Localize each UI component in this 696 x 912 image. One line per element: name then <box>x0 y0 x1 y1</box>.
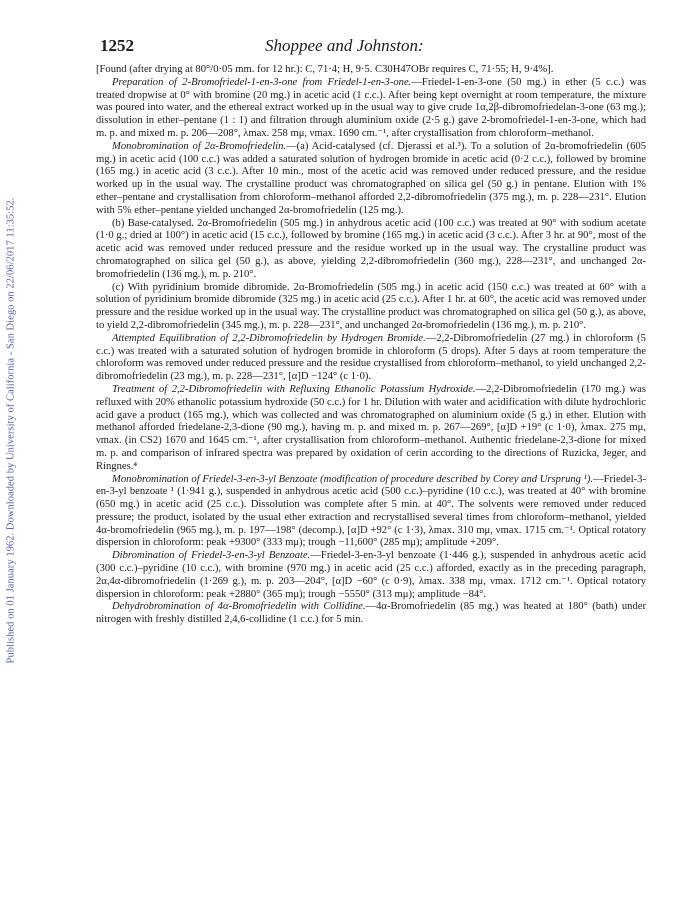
download-notice-text: Published on 01 January 1962. Downloaded by University of California - San Diego on 22/06/2017 11:35:52. <box>5 197 17 663</box>
paragraph-lead: Treatment of 2,2-Dibromofriedelin with Refluxing Ethanolic Potassium Hydroxide. <box>112 383 476 395</box>
article-body <box>96 64 646 627</box>
paragraph <box>96 474 646 551</box>
paragraph-text: —2,2-Dibromofriedelin (27 mg.) in chloroform (5 c.c.) was treated with a saturated solution of hydrogen bromide in chloroform (5 drops). After 5 days at room temperature the chloroform was removed under reduced pressure and the residue crystallised from chloroform–methanol, to yield unchanged 2,2-dibromofriedelin (23 mg.), m. p. 228—231°, [α]D −124° (c 1·0). <box>96 332 646 383</box>
paragraph <box>96 282 646 333</box>
paragraph-text: —Friedel-3-en-3-yl benzoate (1·446 g.), suspended in anhydrous acetic acid (300 c.c.)–pyridine (10 c.c.), with bromine (970 mg.) in acetic acid (25 c.c.) afforded, exactly as in the preceding paragraph, 2α,4α-dibromofriedelin (1·269 g.), m. p. 203—204°, [α]D −60° (c 0·9), λmax. 338 mμ, νmax. 1712 cm.⁻¹. Optical rotatory dispersion in chloroform: peak +2880° (365 mμ); trough −5550° (313 mμ); amplitude −84°. <box>96 550 647 600</box>
download-notice-sidebar <box>0 40 22 820</box>
paragraph-text: (b) Base-catalysed. 2α-Bromofriedelin (505 mg.) in anhydrous acetic acid (100 c.c.) was treated at 90° with sodium acetate (1·0 g.; dried at 100°) in acetic acid (15 c.c.), followed by bromine (165 mg.) in acetic acid (3 c.c.). After 3 hr. at 90°, most of the acetic acid was removed under reduced pressure and the residue worked up in the usual way. The crystalline product was chromatographed on silica gel (50 g.), as above, yielding 2,2-dibromofriedelin (360 mg.), 228—231°, and unchanged 2α-bromofriedelin (136 mg.), m. p. 210°. <box>96 217 646 280</box>
paragraph-lead: Monobromination of Friedel-3-en-3-yl Benzoate (modification of procedure described by Corey and Ursprung ¹). <box>112 473 594 485</box>
paragraph-lead: Preparation of 2-Bromofriedel-1-en-3-one from Friedel-1-en-3-one. <box>112 76 412 88</box>
running-title: Shoppee and Johnston: <box>265 36 424 55</box>
paragraph-text: —Friedel-3-en-3-yl benzoate ¹ (1·941 g.), suspended in anhydrous acetic acid (500 c.c.)–pyridine (10 c.c.), was treated at 40° with bromine (650 mg.) in acetic acid (25 c.c.). Dissolution was complete after 5 min. at 40°. The solvents were removed under reduced pressure; the product, isolated by the usual ether extraction and recrystallised several times from chloroform–methanol, yielded 4α-bromofriedelin (965 mg.), m. p. 197—198° (decomp.), [α]D +92° (c 1·3), λmax. 310 mμ, νmax. 1715 cm.⁻¹. Optical rotatory dispersion in chloroform: peak +9300° (333 mμ); trough −11,600° (285 mμ); amplitude +209°. <box>96 473 646 549</box>
paragraph-text: (c) With pyridinium bromide dibromide. 2α-Bromofriedelin (505 mg.) in acetic acid (150 c.c.) was treated at 60° with a solution of pyridinium bromide dibromide (325 mg.) in acetic acid (25 c.c.). After 1 hr. at 60°, the acetic acid was removed under pressure and the residue worked up in the usual way. The crystalline product was chromatographed on silica gel (50 g.), as above, to yield 2,2-dibromofriedelin (345 mg.), m. p. 228—231°, and unchanged 2α-bromofriedelin (136 mg.), m. p. 210°. <box>96 281 646 331</box>
paragraph-text: —2,2-Dibromofriedelin (170 mg.) was refluxed with 20% ethanolic potassium hydroxide (50 c.c.) for 1 hr. Dilution with water and acidification with dilute hydrochloric acid gave a product (165 mg.), which was collected and was chromatographed on aluminium oxide (5 g.) in ether. Elution with methanol afforded friedelane-2,3-dione (90 mg.), having m. p. and mixed m. p. 267—269°, [α]D +19° (c 1·0), λmax. 275 mμ, νmax. (in CS2) 1670 and 1645 cm.⁻¹, after crystallisation from chloroform–methanol. Authentic friedelane-2,3-dione for mixed m. p. and comparison of infrared spectra was prepared by oxidation of cerin according to the directions of Ruzicka, Jeger, and Ringnes.⁴ <box>96 383 646 472</box>
paragraph-lead: Dibromination of Friedel-3-en-3-yl Benzoate. <box>112 550 311 562</box>
paragraph <box>96 218 646 282</box>
paragraph <box>96 64 646 77</box>
paragraph-text: —4α-Bromofriedelin (85 mg.) was heated at 180° (bath) under nitrogen with freshly distilled 2,4,6-collidine (1 c.c.) for 5 min. <box>96 601 646 626</box>
page-header <box>100 36 640 56</box>
paragraph <box>96 550 646 601</box>
paragraph <box>96 384 646 474</box>
paragraph <box>96 141 646 218</box>
paragraph-text: [Found (after drying at 80°/0·05 mm. for 12 hr.): C, 71·4; H, 9·5. C30H47OBr requires C, 71·55; H, 9·4%]. <box>96 64 554 75</box>
paragraph-lead: Attempted Equilibration of 2,2-Dibromofriedelin by Hydrogen Bromide. <box>112 332 426 344</box>
paragraph-text: —(a) Acid-catalysed (cf. Djerassi et al.³). To a solution of 2α-bromofriedelin (605 mg.) in acetic acid (100 c.c.) was added a saturated solution of hydrogen bromide in acetic acid (0·2 c.c.), followed by bromine (165 mg.) in acetic acid (3 c.c.). After 10 min., most of the acetic acid was removed under reduced pressure, and the residue worked up in the usual way. The crystalline product was chromatographed on silica gel (50 g.) in pentane. Elution with 1% ether–pentane and crystallisation from chloroform–methanol afforded 2,2-dibromofriedelin (375 mg.), m. p. 228—231°. Elution with 5% ether–pentane yielded unchanged 2α-bromofriedelin (125 mg.). <box>96 140 646 216</box>
paragraph <box>96 601 646 627</box>
page-number: 1252 <box>100 36 134 55</box>
paragraph-lead: Dehydrobromination of 4α-Bromofriedelin with Collidine. <box>112 601 366 613</box>
paragraph <box>96 333 646 384</box>
paragraph-text: —Friedel-1-en-3-one (50 mg.) in ether (5 c.c.) was treated dropwise at 0° with bromine (20 mg.) in acetic acid (1 c.c.). After being kept overnight at room temperature, the mixture was poured into water, and the ethereal extract worked up in the usual way to give crude 1α,2β-dibromofriedelan-3-one (63 mg.); dissolution in ether–pentane (1 : 1) and filtration through aluminium oxide (2·5 g.) gave 2-bromofriedel-1-en-3-one, which had m. p. and mixed m. p. 206—208°, λmax. 258 mμ, νmax. 1690 cm.⁻¹, after crystallisation from chloroform–methanol. <box>96 76 646 139</box>
paragraph-lead: Monobromination of 2α-Bromofriedelin. <box>112 140 287 152</box>
paragraph <box>96 77 646 141</box>
